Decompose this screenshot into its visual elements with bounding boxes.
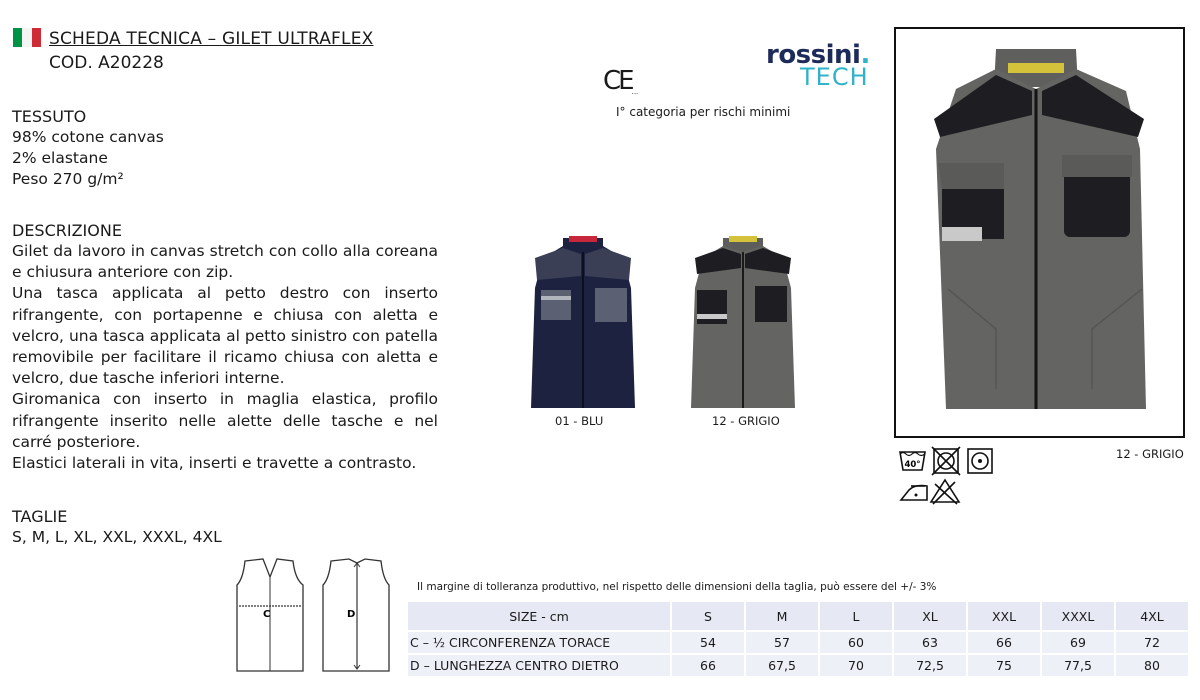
vest-grey-image <box>682 228 804 413</box>
sizes-list: S, M, L, XL, XXL, XXXL, 4XL <box>12 528 222 546</box>
product-code: COD. A20228 <box>49 53 164 73</box>
column-header: M <box>746 602 818 630</box>
diagram-back-label: D <box>347 609 356 620</box>
wash-40-icon <box>900 452 925 470</box>
table-cell: 75 <box>968 655 1040 676</box>
ce-mark-text: CE <box>603 66 632 96</box>
description-text <box>12 241 438 474</box>
vest-front-outline <box>237 559 303 671</box>
tolerance-note: Il margine di tolleranza produttivo, nel rispetto delle dimensioni della taglia, può essere del +/- 3% <box>417 581 937 593</box>
fabric-heading: TESSUTO <box>12 107 87 126</box>
ce-mark: CE... <box>603 66 639 96</box>
variant-label: 01 - BLU <box>555 414 604 428</box>
diagram-front-label: C <box>263 609 271 620</box>
vest-blue-image <box>522 228 644 413</box>
description-heading: DESCRIZIONE <box>12 221 122 240</box>
column-header: S <box>672 602 744 630</box>
table-header-row <box>408 602 1188 630</box>
table-cell: 69 <box>1042 632 1114 653</box>
page-title: SCHEDA TECNICA – GILET ULTRAFLEX <box>49 29 374 49</box>
column-header: 4XL <box>1116 602 1188 630</box>
description-paragraph: Giromanica con inserto in maglia elastica, profilo rifrangente inserito nelle alette delle tasche e nel carré posteriore. <box>12 390 438 451</box>
row-label: D – LUNGHEZZA CENTRO DIETRO <box>408 655 670 676</box>
no-tumble-dry-icon <box>932 447 960 475</box>
main-product-frame <box>894 27 1185 438</box>
column-header: XL <box>894 602 966 630</box>
column-header: SIZE - cm <box>408 602 670 630</box>
table-cell: 67,5 <box>746 655 818 676</box>
brand-name: rossini <box>766 40 861 70</box>
table-cell: 60 <box>820 632 892 653</box>
measurement-diagram <box>233 555 393 675</box>
table-row <box>408 655 1188 676</box>
italy-flag-icon <box>13 28 41 47</box>
table-cell: 54 <box>672 632 744 653</box>
fabric-line: Peso 270 g/m² <box>12 170 124 188</box>
table-cell: 63 <box>894 632 966 653</box>
table-cell: 57 <box>746 632 818 653</box>
no-bleach-icon <box>931 480 959 504</box>
table-cell: 72,5 <box>894 655 966 676</box>
table-cell: 66 <box>672 655 744 676</box>
size-chart-table <box>406 600 1190 678</box>
no-dry-clean-icon <box>968 449 992 473</box>
ce-category: I° categoria per rischi minimi <box>616 105 791 119</box>
table-cell: 66 <box>968 632 1040 653</box>
fabric-line: 98% cotone canvas <box>12 128 164 146</box>
table-cell: 72 <box>1116 632 1188 653</box>
sizes-heading: TAGLIE <box>12 507 68 526</box>
description-paragraph: Una tasca applicata al petto destro con inserto rifrangente, con portapenne e chiusa con aletta e velcro, una tasca applicata al petto sinistro con patella removibile per facilitare il ricamo chiusa con aletta e velcro, due tasche inferiori interne. <box>12 284 438 388</box>
row-label: C – ½ CIRCONFERENZA TORACE <box>408 632 670 653</box>
vest-grey-main-image <box>896 29 1183 436</box>
vest-back-outline <box>323 559 389 671</box>
column-header: L <box>820 602 892 630</box>
iron-low-icon <box>901 486 927 501</box>
column-header: XXL <box>968 602 1040 630</box>
table-cell: 70 <box>820 655 892 676</box>
variant-label: 12 - GRIGIO <box>712 414 780 428</box>
brand-logo: rossini. <box>766 40 870 70</box>
table-row <box>408 632 1188 653</box>
main-image-label: 12 - GRIGIO <box>1116 447 1184 461</box>
table-cell: 80 <box>1116 655 1188 676</box>
description-paragraph: Gilet da lavoro in canvas stretch con collo alla coreana e chiusura anteriore con zip. <box>12 242 438 282</box>
fabric-line: 2% elastane <box>12 149 108 167</box>
brand-sub: TECH <box>800 63 869 91</box>
table-cell: 77,5 <box>1042 655 1114 676</box>
column-header: XXXL <box>1042 602 1114 630</box>
description-paragraph: Elastici laterali in vita, inserti e travette a contrasto. <box>12 454 417 473</box>
wash-temp-text: 40° <box>904 460 921 470</box>
care-icons <box>897 446 997 506</box>
